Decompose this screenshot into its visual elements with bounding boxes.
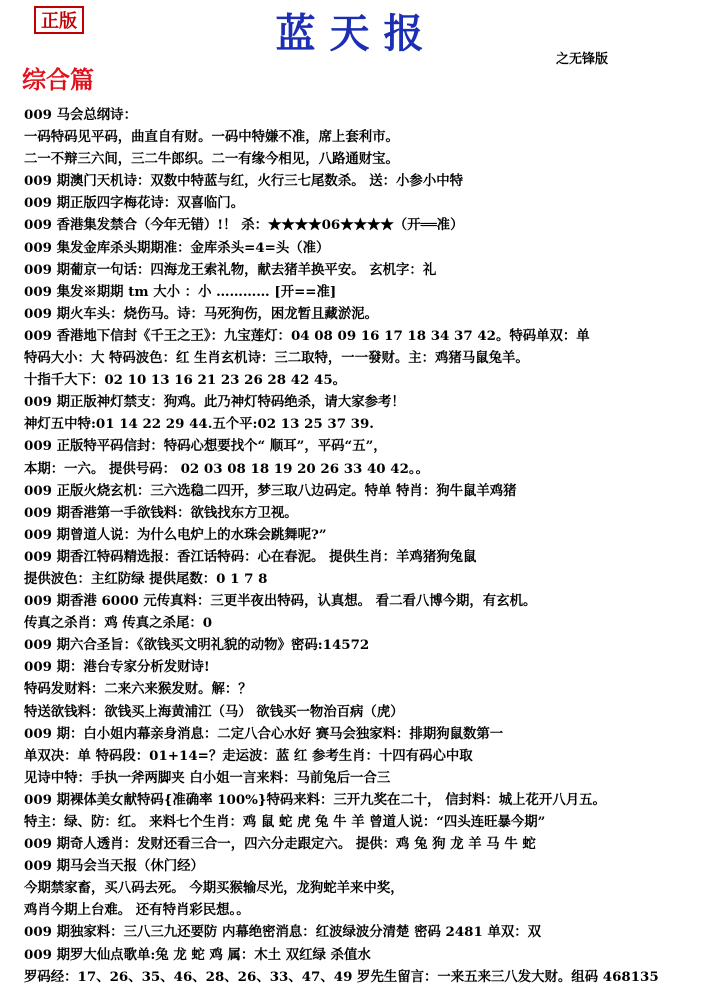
- content-line: 009 期独家料：三八三九还要防 内幕绝密消息：红波绿波分清楚 密码 2481 单双：双: [24, 924, 542, 941]
- content-line: 特码大小：大 特码波色：红 生肖玄机诗：三二取特，一一發财。主：鸡猪马鼠兔羊。: [24, 350, 529, 367]
- content-line: 罗码经：17、26、35、46、28、26、33、47、49 罗先生留言：一来五来三八发大财。组码 468135: [24, 968, 659, 985]
- content-line: 009 期马会当天报（休门经）: [24, 858, 204, 875]
- content-line: 今期禁家畜，买八码去死。 今期买猴输尽光，龙狗蛇羊来中奖，: [24, 880, 404, 897]
- section-heading: 综合篇: [22, 65, 94, 94]
- content-line: 传真之杀肖：鸡 传真之杀尾：0: [24, 615, 213, 632]
- edition-label: 之无锋版: [556, 52, 609, 67]
- content-line: 本期：一六。 提供号码： 02 03 08 18 19 20 26 33 40 42。。: [24, 460, 430, 477]
- content-line: 009 期：港台专家分析发财诗!: [24, 659, 210, 676]
- content-line: 009 期罗大仙点歌单:兔 龙 蛇 鸡 属：木土 双红绿 杀值水: [24, 946, 371, 963]
- content-line: 009 集发※期期 tm 大小 ：小 ………… [开==准]: [24, 283, 337, 300]
- content-line: 009 期：白小姐内幕亲身消息：二定八合心水好 赛马会独家料：排期狗鼠数第一: [24, 725, 504, 742]
- content-line: 009 正版火烧玄机：三六选稳二四开，梦三取八边码定。特单 特肖：狗牛鼠羊鸡猪: [24, 482, 517, 499]
- content-line: 二一不辩三六间，三二牛郎织。二一有缘今相见，八路通财宝。: [24, 151, 399, 168]
- content-line: 009 期奇人透肖：发财还看三合一，四六分走跟定六。 提供：鸡 兔 狗 龙 羊 马 牛 蛇: [24, 836, 536, 853]
- content-line: 009 集发金库杀头期期准：金库杀头=4=头（准）: [24, 239, 330, 256]
- content-line: 十指千大下：02 10 13 16 21 23 26 28 42 45。: [24, 372, 347, 389]
- content-line: 009 香港集发禁合（今年无错）!！ 杀：★★★★06★★★★（开══准）: [24, 217, 464, 234]
- content-line: 009 马会总纲诗：: [24, 107, 137, 123]
- content-line: 提供波色：主红防绿 提供尾数：0 1 7 8: [24, 570, 268, 587]
- content-line: 009 正版特平码信封：特码心想要找个“ 顺耳”，平码“五”，: [24, 438, 387, 455]
- content-line: 特送欲钱料：欲钱买上海黄浦江（马） 欲钱买一物治百病（虎）: [24, 703, 404, 720]
- content-line: 特码发财料：二来六来猴发财。解：？: [24, 681, 252, 698]
- content-lines: [24, 104, 704, 988]
- content-line: 009 香港地下信封《千王之王》：九宝莲灯：04 08 09 16 17 18 34 37 42。特码单双：单: [24, 327, 590, 344]
- content-line: 特主：绿、防：红。 来料七个生肖：鸡 鼠 蛇 虎 兔 牛 羊 曾道人说：“四头连旺暴今期”: [24, 814, 546, 830]
- content-line: 一码特码见平码，曲直自有财。一码中特嫌不准，席上套利市。: [24, 129, 399, 146]
- content-line: 009 期香江特码精选报：香江话特码：心在春泥。 提供生肖：羊鸡猪狗兔鼠: [24, 548, 477, 565]
- content-line: 单双决：单 特码段：01+14=？走运波：蓝 红 参考生肖：十四有码心中取: [24, 747, 473, 764]
- content-line: 009 期香港第一手欲钱料：欲钱找东方卫视。: [24, 504, 298, 521]
- content-line: 009 期澳门天机诗：双数中特蓝与红，火行三七尾数杀。 送：小参小中特: [24, 173, 463, 190]
- content-line: 见诗中特：手执一斧两脚夹 白小姐一言来料：马前兔后一合三: [24, 769, 391, 786]
- content-line: 鸡肖今期上台难。 还有特肖彩民想。。: [24, 902, 250, 919]
- content-line: 009 期火车头：烧伤马。诗：马死狗伤，困龙暂且藏淤泥。: [24, 305, 378, 322]
- content-line: 009 期裸体美女献特码{准确率 100%}特码来料：三开九奖在二十， 信封料：城上花开八月五。: [24, 791, 606, 808]
- content-line: 009 期六合圣旨：《欲钱买文明礼貌的动物》密码:14572: [24, 637, 370, 654]
- content-line: 009 期香港 6000 元传真料：三更半夜出特码，认真想。 看二看八博今期，有玄机。: [24, 593, 537, 610]
- content-line: 009 期葡京一句话：四海龙王索礼物，献去猪羊换平安。 玄机字：礼: [24, 261, 437, 278]
- content-line: 009 期正版神灯禁支：狗鸡。此乃神灯特码绝杀，请大家参考！: [24, 394, 405, 411]
- content-line: 009 期曾道人说：为什么电炉上的水珠会跳舞呢?”: [24, 526, 327, 543]
- content-line: 009 期正版四字梅花诗：双喜临门。: [24, 195, 245, 212]
- content-line: 神灯五中特:01 14 22 29 44.五个平:02 13 25 37 39.: [24, 416, 374, 433]
- page-title: 蓝天报: [275, 10, 438, 57]
- edition-badge: 正版: [34, 6, 84, 34]
